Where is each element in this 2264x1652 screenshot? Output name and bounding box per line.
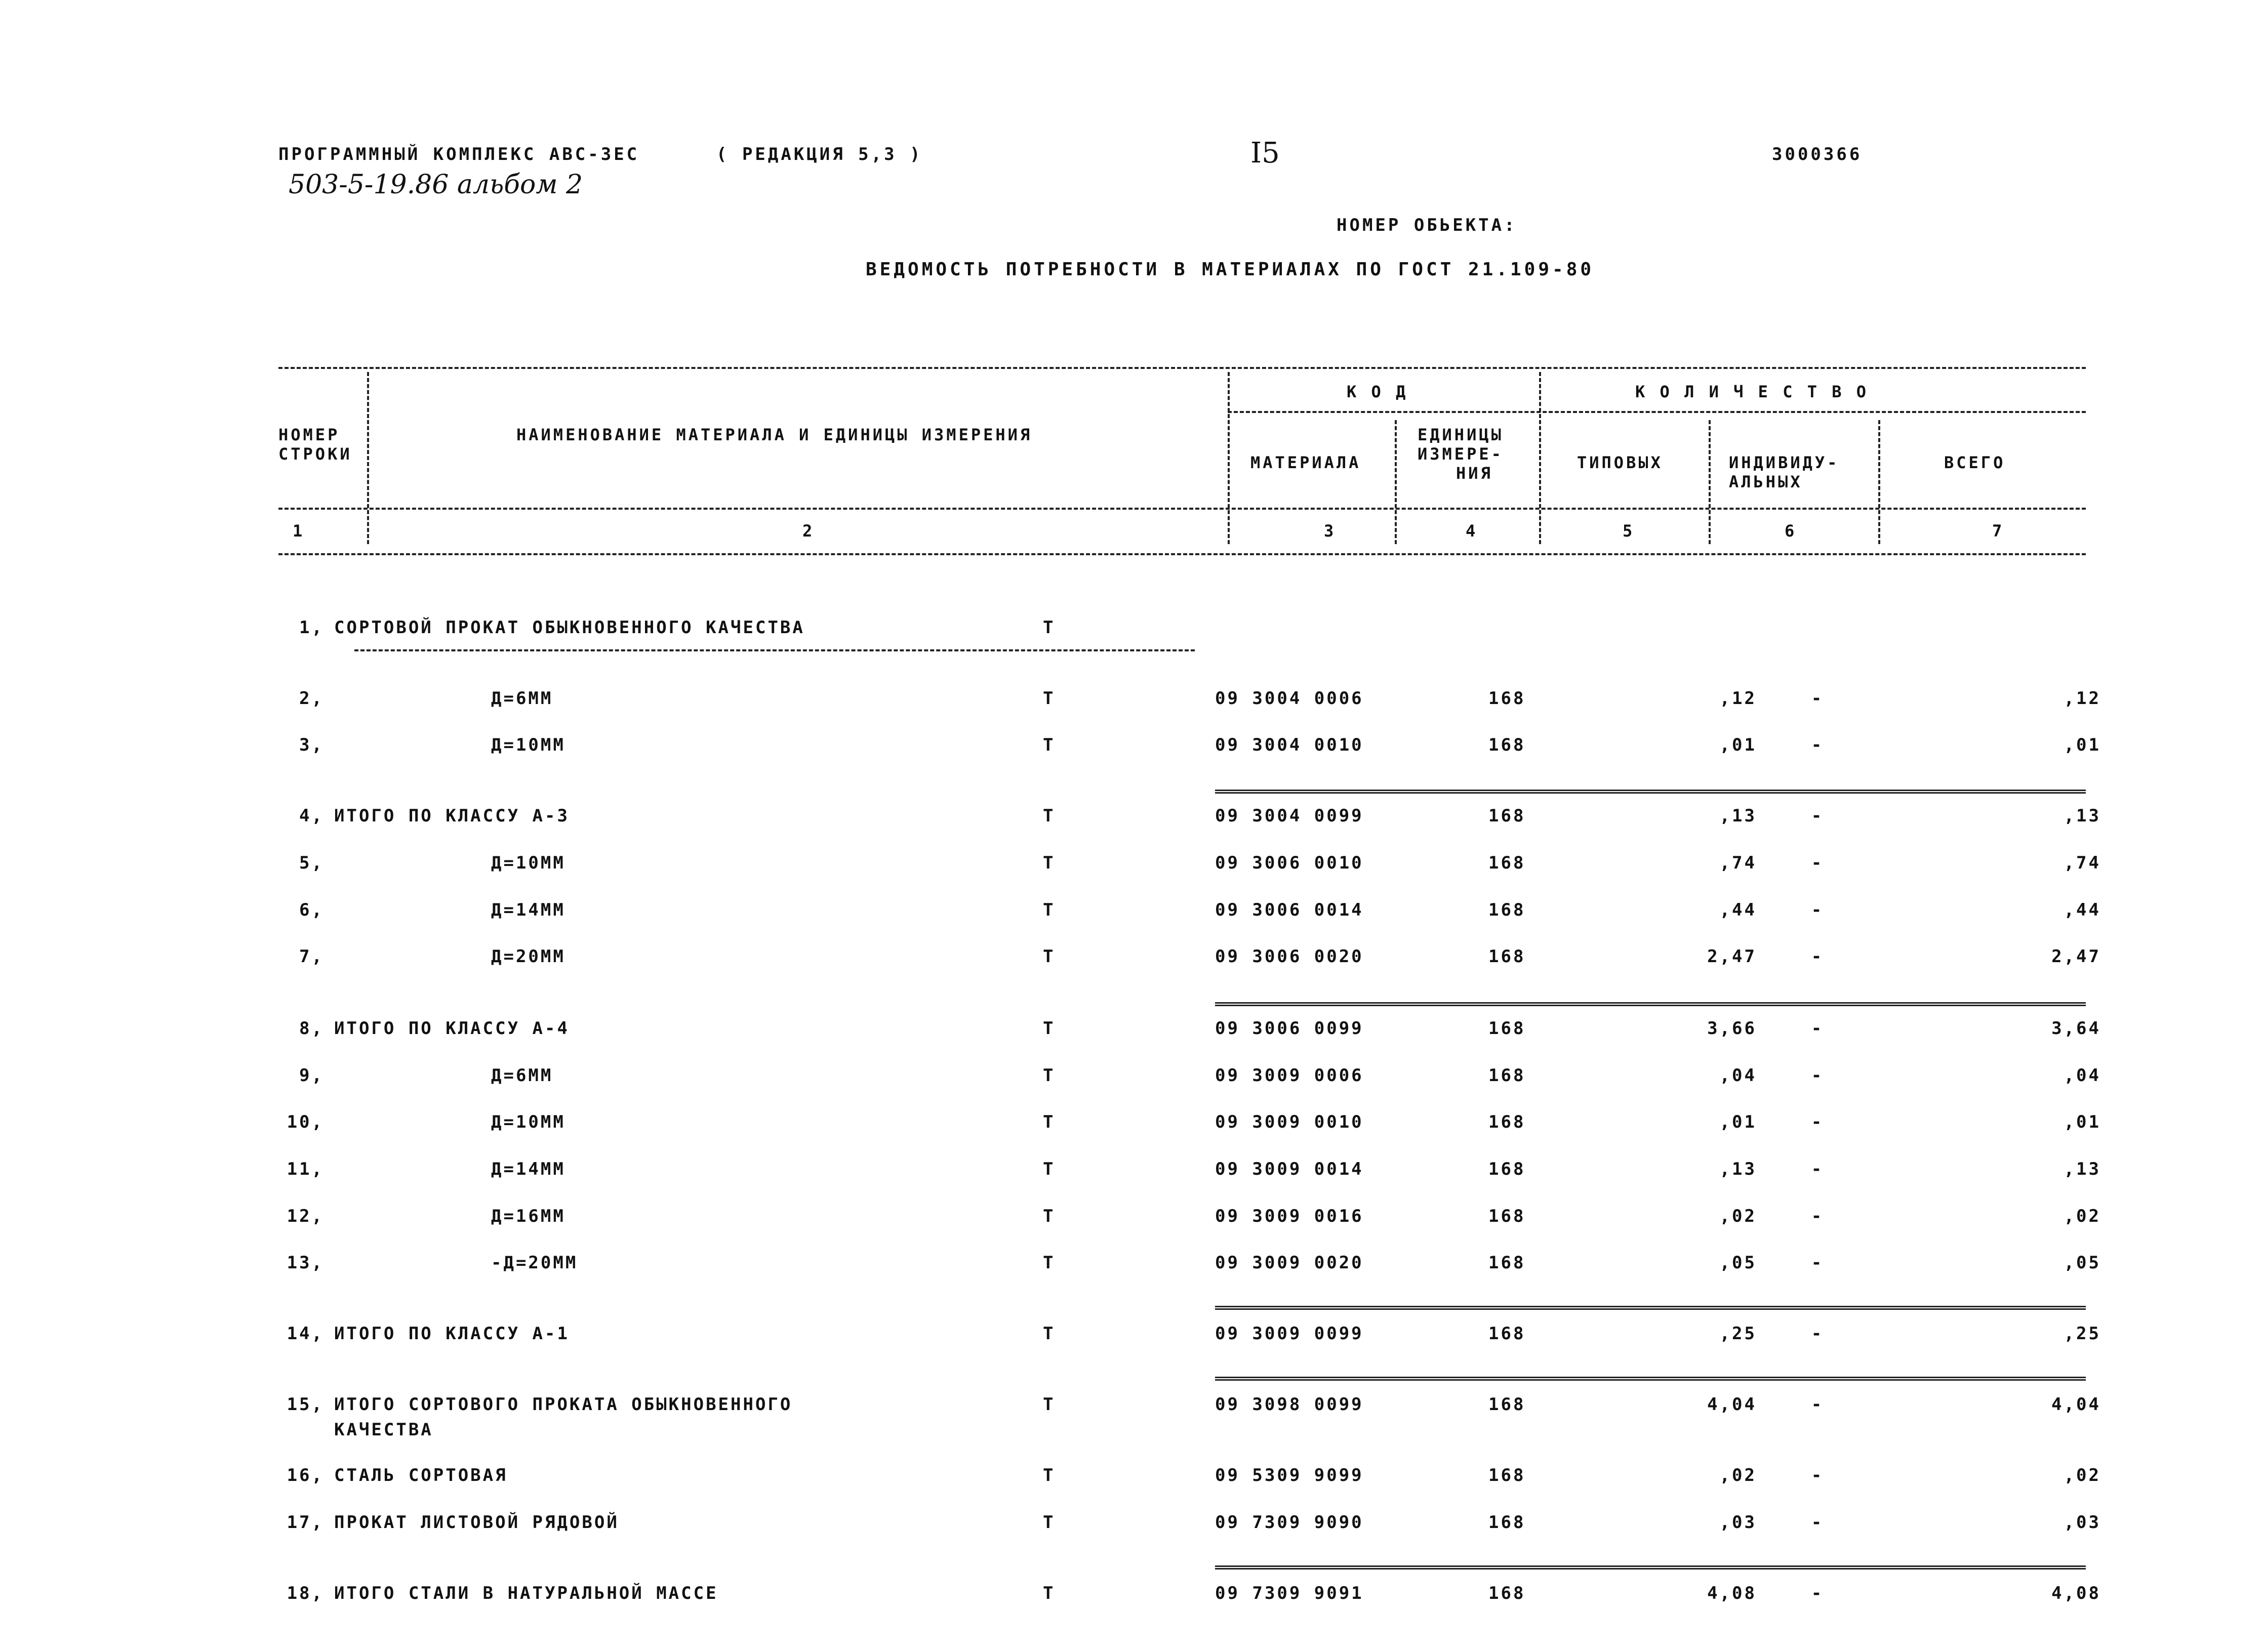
table-row: 15, ИТОГО СОРТОВОГО ПРОКАТА ОБЫКНОВЕННОГО КАЧЕСТВА Т 09 3098 0099 168 4,04 - 4,04 — [287, 1394, 2101, 1440]
header-unit-code: ЕДИНИЦЫ ИЗМЕРЕ- НИЯ — [1418, 425, 1504, 483]
header-typical: ТИПОВЫХ — [1577, 453, 1663, 472]
subtotal-rule — [1215, 1377, 2086, 1381]
table-row: 7, Д=20ММ Т 09 3006 0020 168 2,47 - 2,47 — [299, 946, 2101, 967]
table-row: 6, Д=14ММ Т 09 3006 0014 168 ,44 - ,44 — [299, 900, 2101, 920]
table-row: 13, -Д=20ММ Т 09 3009 0020 168 ,05 - ,05 — [287, 1253, 2101, 1273]
subtotal-rule — [1215, 1565, 2086, 1570]
table-row: 9, Д=6ММ Т 09 3009 0006 168 ,04 - ,04 — [299, 1065, 2101, 1086]
table-row: 10, Д=10ММ Т 09 3009 0010 168 ,01 - ,01 — [287, 1112, 2101, 1132]
column-numbers-rule — [278, 553, 2086, 555]
header-col-separator — [1878, 420, 1880, 544]
table-row: 5, Д=10ММ Т 09 3006 0010 168 ,74 - ,74 — [299, 853, 2101, 873]
table-row: 17, ПРОКАТ ЛИСТОВОЙ РЯДОВОЙ Т 09 7309 9090 168 ,03 - ,03 — [287, 1512, 2101, 1533]
header-total: ВСЕГО — [1944, 453, 2006, 472]
header-code-group: К О Д — [1347, 382, 1408, 401]
col-number-4: 4 — [1466, 521, 1478, 541]
program-name: ПРОГРАММНЫЙ КОМПЛЕКС АВС-3ЕС — [278, 144, 640, 164]
album-handwritten-note: 503-5-19.86 альбом 2 — [289, 170, 583, 200]
header-bottom-rule — [278, 508, 2086, 510]
table-row: 2, Д=6ММ Т 09 3004 0006 168 ,12 - ,12 — [299, 688, 2101, 709]
table-row: 3, Д=10ММ Т 09 3004 0010 168 ,01 - ,01 — [299, 735, 2101, 755]
col-number-7: 7 — [1992, 521, 2005, 541]
header-col-separator — [1228, 372, 1230, 544]
col-number-5: 5 — [1623, 521, 1635, 541]
table-row: 16, СТАЛЬ СОРТОВАЯ Т 09 5309 9099 168 ,02 - ,02 — [287, 1465, 2101, 1485]
table-row: 14, ИТОГО ПО КЛАССУ А-1 Т 09 3009 0099 168 ,25 - ,25 — [287, 1324, 2101, 1344]
header-row-number: НОМЕР СТРОКИ — [278, 425, 352, 464]
header-individual: ИНДИВИДУ- АЛЬНЫХ — [1729, 453, 1840, 491]
header-col-separator — [1709, 420, 1711, 544]
col-number-6: 6 — [1785, 521, 1797, 541]
table-row: 18, ИТОГО СТАЛИ В НАТУРАЛЬНОЙ МАССЕ Т 09 7309 9091 168 4,08 - 4,08 — [287, 1583, 2101, 1603]
page-title: ВЕДОМОСТЬ ПОТРЕБНОСТИ В МАТЕРИАЛАХ ПО ГОСТ 21.109-80 — [866, 259, 1595, 280]
header-col-separator — [1539, 372, 1541, 544]
edition-label: ( РЕДАКЦИЯ 5,3 ) — [716, 144, 923, 164]
table-row: 8, ИТОГО ПО КЛАССУ А-4 Т 09 3006 0099 168 3,66 - 3,64 — [299, 1018, 2101, 1039]
subtotal-rule — [1215, 1002, 2086, 1006]
col-number-3: 3 — [1324, 521, 1337, 541]
header-col-separator — [1395, 420, 1397, 544]
header-group-rule — [1228, 411, 2086, 413]
col-number-2: 2 — [802, 521, 815, 541]
page-number: I5 — [1250, 137, 1280, 170]
table-top-rule — [278, 367, 2086, 369]
col-number-1: 1 — [293, 521, 305, 541]
header-col-separator — [367, 372, 369, 544]
subtotal-rule — [1215, 1306, 2086, 1310]
header-material-name: НАИМЕНОВАНИЕ МАТЕРИАЛА И ЕДИНИЦЫ ИЗМЕРЕНИЯ — [516, 425, 1033, 444]
header-quantity-group: К О Л И Ч Е С Т В О — [1635, 382, 1869, 401]
document-code: 3000366 — [1772, 144, 1863, 164]
table-row: 12, Д=16ММ Т 09 3009 0016 168 ,02 - ,02 — [287, 1206, 2101, 1226]
object-number-label: НОМЕР ОБЬЕКТА: — [1337, 215, 1517, 235]
table-row: 1, СОРТОВОЙ ПРОКАТ ОБЫКНОВЕННОГО КАЧЕСТВА Т — [299, 617, 1056, 638]
table-row: 11, Д=14ММ Т 09 3009 0014 168 ,13 - ,13 — [287, 1159, 2101, 1179]
table-row: 4, ИТОГО ПО КЛАССУ А-3 Т 09 3004 0099 168 ,13 - ,13 — [299, 806, 2101, 826]
header-material-code: МАТЕРИАЛА — [1250, 453, 1361, 472]
subtotal-rule — [1215, 790, 2086, 794]
